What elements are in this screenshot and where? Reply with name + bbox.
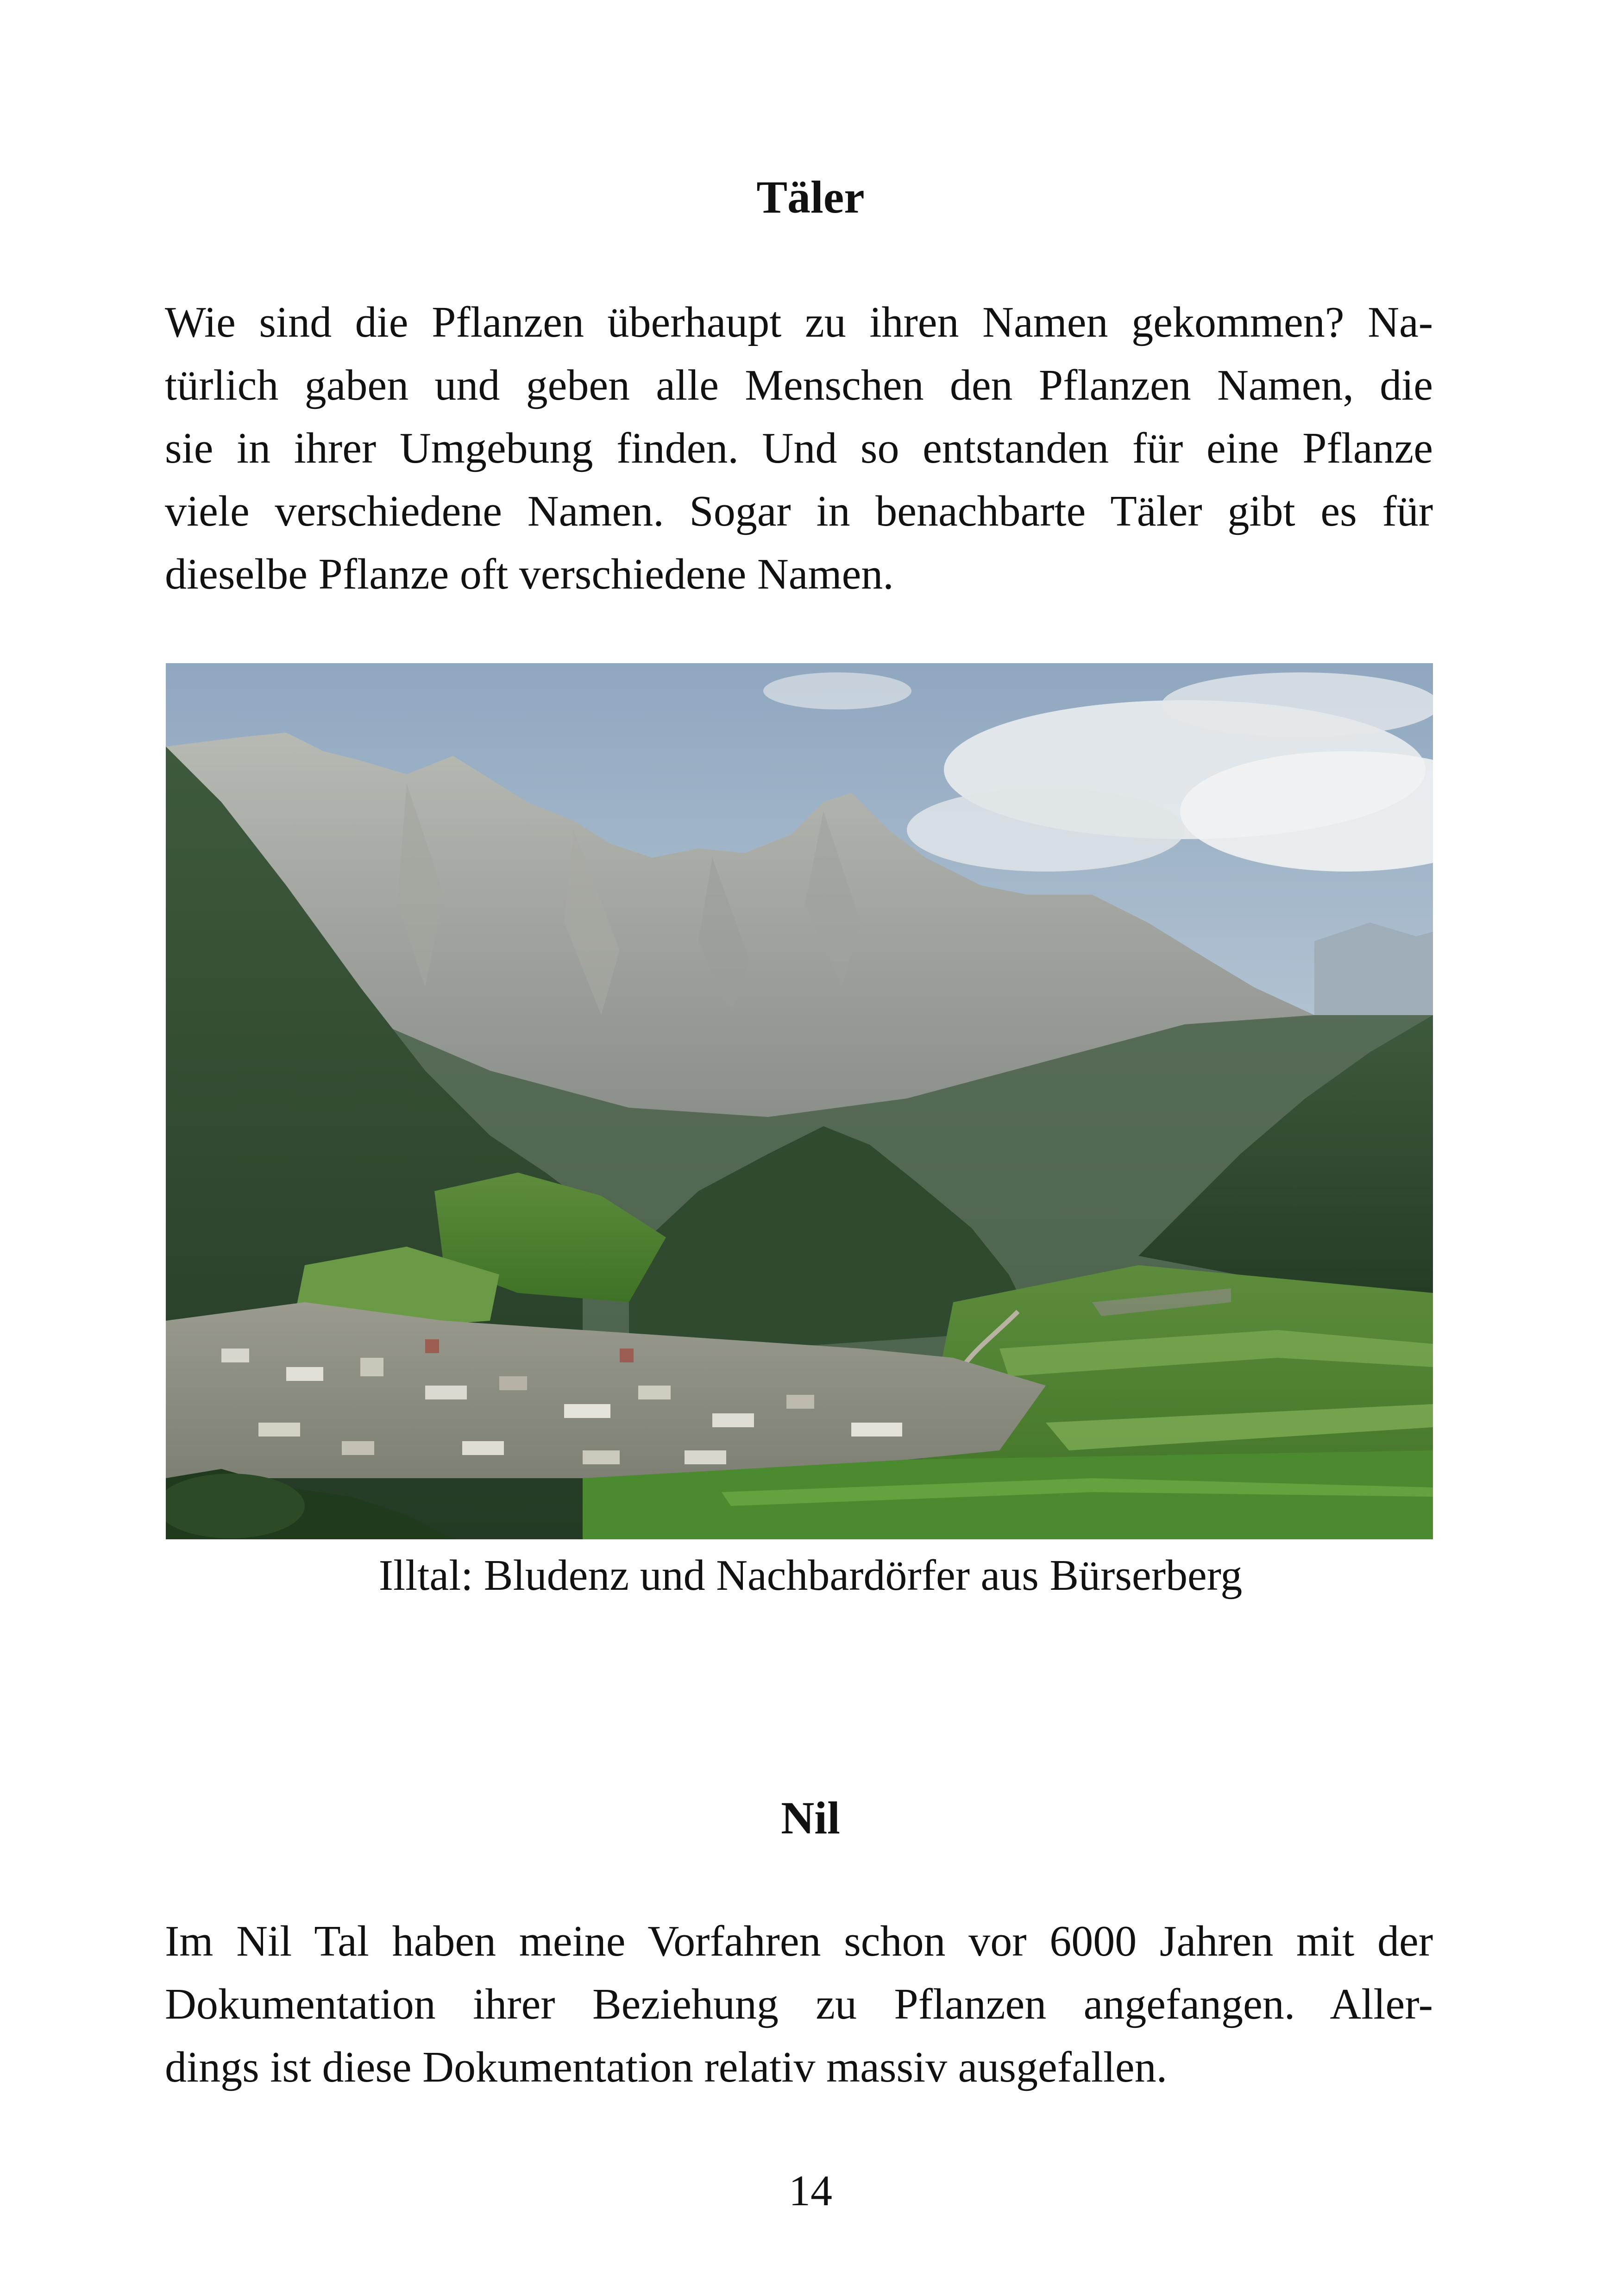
paragraph-line: Wie sind die Pflanzen überhaupt zu ihren Namen gekommen? Na- — [165, 298, 1433, 346]
valley-photo — [166, 663, 1433, 1539]
paragraph-line: dings ist diese Dokumentation relativ massiv ausgefallen. — [165, 2043, 1168, 2091]
paragraph-line: viele verschiedene Namen. Sogar in benachbarte Täler gibt es für — [165, 487, 1433, 535]
paragraph-line: türlich gaben und geben alle Menschen den Pflanzen Namen, die — [165, 361, 1433, 409]
section-heading-taeler: Täler — [756, 171, 865, 223]
paragraph-line: sie in ihrer Umgebung finden. Und so entstanden für eine Pflanze — [165, 424, 1433, 472]
page-number: 14 — [789, 2167, 832, 2215]
paragraph-taeler — [165, 291, 1433, 606]
paragraph-line: dieselbe Pflanze oft verschiedene Namen. — [165, 550, 894, 598]
photo-caption: Illtal: Bludenz und Nachbardörfer aus Bürserberg — [378, 1551, 1243, 1600]
paragraph-nil — [165, 1910, 1433, 2099]
valley-photo-illustration — [166, 663, 1433, 1539]
paragraph-line: Im Nil Tal haben meine Vorfahren schon vor 6000 Jahren mit der — [165, 1917, 1433, 1965]
paragraph-line: Dokumentation ihrer Beziehung zu Pflanzen angefangen. Aller- — [165, 1980, 1433, 2028]
section-heading-nil: Nil — [781, 1792, 840, 1844]
